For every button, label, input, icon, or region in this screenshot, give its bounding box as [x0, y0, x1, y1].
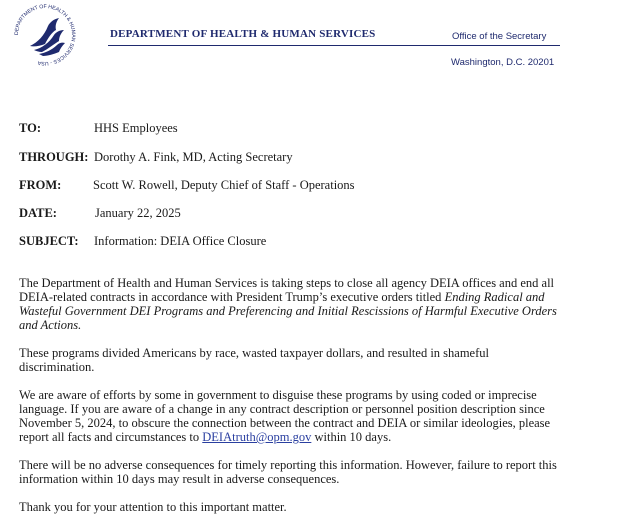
report-email-link[interactable]: DEIAtruth@opm.gov: [202, 430, 312, 444]
department-title: DEPARTMENT OF HEALTH & HUMAN SERVICES: [110, 28, 376, 40]
hhs-seal-logo: [12, 2, 78, 68]
paragraph-3-end: within 10 days.: [311, 430, 392, 444]
office-name: Office of the Secretary: [452, 31, 547, 42]
paragraph-3: [19, 388, 559, 444]
subject-label: SUBJECT:: [19, 234, 79, 248]
from-value: Scott W. Rowell, Deputy Chief of Staff - Operations: [93, 178, 355, 192]
through-label: THROUGH:: [19, 150, 89, 164]
eagle-icon: [30, 18, 65, 56]
subject-value: Information: DEIA Office Closure: [94, 234, 267, 248]
seal-text: DEPARTMENT OF HEALTH & HUMAN SERVICES - USA: [13, 3, 77, 67]
paragraph-2: These programs divided Americans by race, wasted taxpayer dollars, and resulted in shameful discrimination.: [19, 346, 489, 374]
date-label: DATE:: [19, 206, 57, 220]
paragraph-1: [19, 276, 559, 332]
to-label: TO:: [19, 121, 41, 135]
letterhead-divider: [108, 45, 560, 46]
closing-line: Thank you for your attention to this important matter.: [19, 500, 287, 514]
from-label: FROM:: [19, 178, 62, 192]
paragraph-3-text: We are aware of efforts by some in government to disguise these programs by using coded or imprecise language. If you are aware of a change in any contract description or personnel position description since November 5, 2024, to obscure the connection between the contract and DEIA or similar ideologies, please report all facts and circumstances to: [19, 388, 551, 444]
through-value: Dorothy A. Fink, MD, Acting Secretary: [94, 150, 293, 164]
to-value: HHS Employees: [94, 121, 178, 135]
paragraph-4: There will be no adverse consequences for timely reporting this information. However, failure to report this information within 10 days may result in adverse consequences.: [19, 458, 557, 486]
executive-order-titles: Ending Radical and Wasteful Government DEI Programs and Preferencing and Initial Rescissions of Harmful Executive Orders and Actions.: [19, 290, 557, 332]
paragraph-1-text: The Department of Health and Human Services is taking steps to close all agency DEIA offices and end all DEIA-related contracts in accordance with President Trump’s executive orders titled: [19, 276, 555, 304]
office-address: Washington, D.C. 20201: [451, 57, 555, 68]
date-value: January 22, 2025: [95, 206, 181, 220]
